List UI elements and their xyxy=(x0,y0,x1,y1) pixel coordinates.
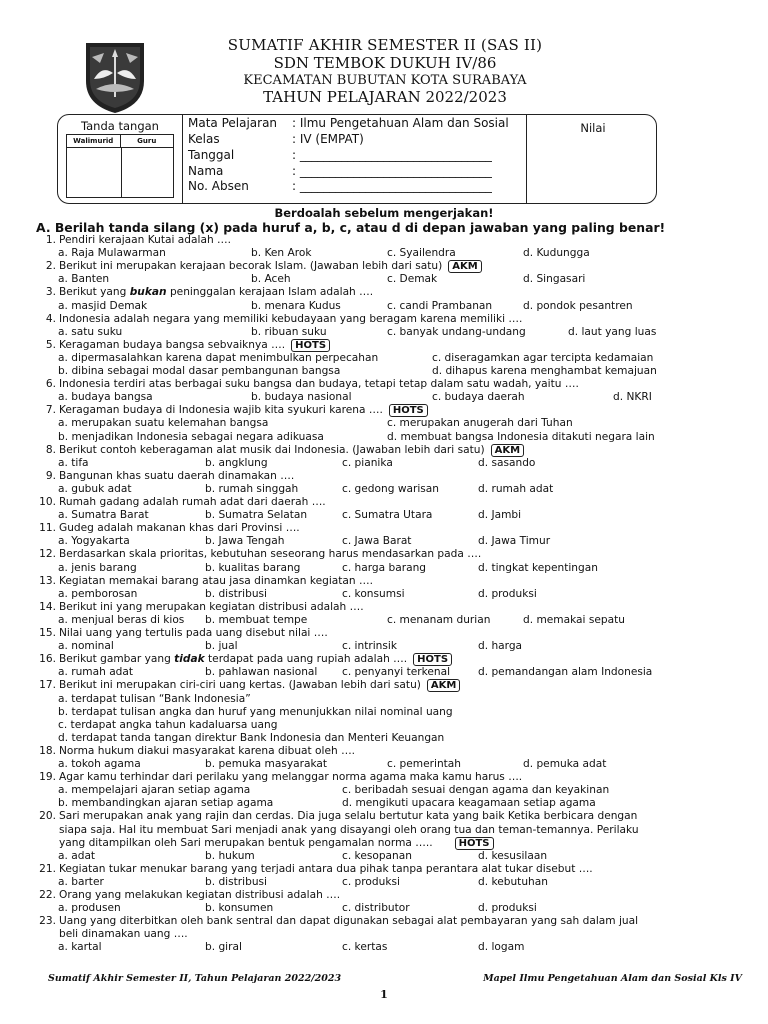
answer-option[interactable]: c. banyak undang-undang xyxy=(387,325,526,338)
answer-option[interactable]: b. membuat tempe xyxy=(205,613,308,626)
question-number: 2. xyxy=(45,260,56,273)
answer-option[interactable]: b. jual xyxy=(205,640,238,653)
answer-option[interactable]: d. kesusilaan xyxy=(478,849,548,862)
answer-option[interactable]: c. candi Prambanan xyxy=(387,299,493,312)
answer-option[interactable]: c. penyanyi terkenal xyxy=(342,666,451,679)
question-text: Kegiatan tukar menukar barang yang terjadi antara dua pihak tanpa perantara alat tukar disebut …. xyxy=(59,862,593,875)
question-text: Nilai uang yang tertulis pada uang disebut nilai …. xyxy=(59,627,328,639)
answer-option[interactable]: b. konsumen xyxy=(205,902,274,915)
question-number: 8. xyxy=(45,443,56,456)
answer-option[interactable]: c. konsumsi xyxy=(342,587,405,600)
answer-option[interactable]: a. menjual beras di kios xyxy=(58,613,185,626)
question-11 xyxy=(38,522,300,535)
answer-option[interactable]: b. pemuka masyarakat xyxy=(205,758,328,770)
signature-title: Tanda tangan xyxy=(81,119,159,133)
question-16 xyxy=(38,653,452,666)
question-number: 11. xyxy=(39,522,56,535)
question-number: 3. xyxy=(45,286,56,299)
academic-year: TAHUN PELAJARAN 2022/2023 xyxy=(263,88,507,106)
section-instruction: A. Berilah tanda silang (x) pada huruf a, b, c, atau d di depan jawaban yang paling benar! xyxy=(36,220,666,235)
question-type-badge: HOTS xyxy=(291,339,330,352)
answer-option[interactable]: c. Syailendra xyxy=(387,247,456,260)
divider xyxy=(182,115,183,203)
answer-option[interactable]: a. adat xyxy=(58,849,96,862)
answer-option[interactable]: c. distributor xyxy=(342,902,410,915)
signature-table xyxy=(66,134,174,198)
answer-option[interactable]: d. pemandangan alam Indonesia xyxy=(478,666,653,679)
answer-option[interactable]: b. Jawa Tengah xyxy=(205,535,285,548)
question-number: 23. xyxy=(39,915,56,928)
question-number: 19. xyxy=(39,771,56,784)
answer-option[interactable]: a. Yogyakarta xyxy=(58,535,130,548)
answer-option[interactable]: d. Singasari xyxy=(523,273,586,286)
question-text: Norma hukum diakui masyarakat karena dibuat oleh …. xyxy=(59,744,356,757)
answer-option[interactable]: c. Demak xyxy=(387,273,438,286)
answer-option[interactable]: a. kartal xyxy=(58,941,102,954)
question-number: 15. xyxy=(39,627,56,639)
answer-option[interactable]: a. satu suku xyxy=(58,325,123,338)
answer-option[interactable]: d. Jambi xyxy=(478,509,522,522)
answer-option[interactable]: b. angklung xyxy=(205,456,268,469)
question-number: 12. xyxy=(39,548,56,561)
question-continuation: beli dinamakan uang …. xyxy=(59,928,188,941)
question-number: 14. xyxy=(39,600,56,613)
answer-option[interactable]: a. terdapat tulisan “Bank Indonesia” xyxy=(58,692,251,705)
question-6 xyxy=(38,378,579,391)
answer-option[interactable]: b. kualitas barang xyxy=(205,561,301,574)
answer-option[interactable]: a. merupakan suatu kelemahan bangsa xyxy=(58,417,269,430)
question-type-badge: AKM xyxy=(491,444,524,457)
answer-option[interactable]: b. terdapat tulisan angka dan huruf yang menunjukkan nilai nominal uang xyxy=(58,705,453,718)
answer-option[interactable]: d. Jawa Timur xyxy=(478,535,551,548)
question-number: 13. xyxy=(39,574,56,587)
answer-option[interactable]: c. intrinsik xyxy=(342,640,397,653)
answer-option[interactable]: b. rumah singgah xyxy=(205,482,299,495)
answer-option[interactable]: c. harga barang xyxy=(342,561,427,574)
question-number: 6. xyxy=(45,378,56,391)
answer-option[interactable]: b. membandingkan ajaran setiap agama xyxy=(58,797,274,810)
question-text: Orang yang melakukan kegiatan distribusi adalah …. xyxy=(59,889,341,901)
footer-right: Mapel Ilmu Pengetahuan Alam dan Sosial Kls IV xyxy=(483,973,742,984)
answer-option[interactable]: a. dipermasalahkan karena dapat menimbulkan perpecahan xyxy=(58,351,379,364)
answer-option[interactable]: d. pemuka adat xyxy=(523,758,607,770)
answer-option[interactable]: b. Sumatra Selatan xyxy=(205,509,308,522)
question-text: Keragaman budaya bangsa sebvaiknya …. xyxy=(59,338,286,351)
answer-option[interactable]: a. nominal xyxy=(58,640,114,653)
question-number: 18. xyxy=(39,744,56,757)
answer-option[interactable]: b. Ken Arok xyxy=(251,247,312,260)
question-17 xyxy=(38,679,460,692)
question-7 xyxy=(38,404,428,417)
question-21 xyxy=(38,863,593,876)
question-text: Keragaman budaya di Indonesia wajib kita syukuri karena …. xyxy=(59,404,383,417)
question-number: 4. xyxy=(45,312,56,325)
answer-option[interactable]: c. gedong warisan xyxy=(342,482,439,495)
answer-option[interactable]: d. tingkat kepentingan xyxy=(478,561,598,574)
question-text: Berikut gambar yang xyxy=(59,653,175,666)
footer-left: Sumatif Akhir Semester II, Tahun Pelajaran 2022/2023 xyxy=(48,973,342,984)
question-text: Gudeg adalah makanan khas dari Provinsi …. xyxy=(59,522,300,535)
answer-option[interactable]: b. pahlawan nasional xyxy=(205,666,318,679)
question-18 xyxy=(38,745,355,758)
answer-option[interactable]: a. barter xyxy=(58,875,104,888)
answer-option[interactable]: d. memakai sepatu xyxy=(523,613,625,626)
student-info-box: Tanda tangan Walimurid Guru Mata Pelajaran : Ilmu Pengetahuan Alam dan Sosial Kelas : IV (EMPAT) Tanggal : ________________________________ Nama : ________________________________ No. Absen : ________________________________ Nilai xyxy=(57,114,657,204)
page-number: 1 xyxy=(380,988,388,1001)
answer-option[interactable]: d. produksi xyxy=(478,587,537,600)
question-text: Indonesia terdiri atas berbagai suku bangsa dan budaya, tetapi tetap dalam satu wadah, yaitu …. xyxy=(59,378,579,391)
answer-option[interactable]: b. menara Kudus xyxy=(251,299,341,312)
answer-option[interactable]: c. terdapat angka tahun kadaluarsa uang xyxy=(58,718,278,731)
answer-option[interactable]: d. sasando xyxy=(478,456,536,469)
answer-option[interactable]: c. merupakan anugerah dari Tuhan xyxy=(387,417,573,430)
answer-option[interactable]: a. produsen xyxy=(58,902,121,915)
answer-option[interactable]: c. menanam durian xyxy=(387,613,491,626)
question-text: Sari merupakan anak yang rajin dan cerdas. Dia juga selalu bertutur kata yang baik Ketika berbicara dengan xyxy=(59,810,638,823)
answer-option[interactable]: a. mempelajari ajaran setiap agama xyxy=(58,784,251,797)
question-number: 17. xyxy=(39,679,56,692)
question-type-badge: HOTS xyxy=(413,653,452,666)
answer-option[interactable]: d. harga xyxy=(478,640,523,653)
question-text: Indonesia adalah negara yang memiliki kebudayaan yang beragam karena memiliki …. xyxy=(59,312,523,325)
district-name: KECAMATAN BUBUTAN KOTA SURABAYA xyxy=(243,73,527,88)
question-type-badge: HOTS xyxy=(455,837,494,850)
answer-option[interactable]: d. logam xyxy=(478,941,525,954)
answer-option[interactable]: a. masjid Demak xyxy=(58,299,148,312)
question-12 xyxy=(38,548,481,561)
answer-option[interactable]: b. dibina sebagai modal dasar pembangunan bangsa xyxy=(58,365,341,377)
question-1 xyxy=(38,234,231,247)
question-9 xyxy=(38,470,294,483)
question-3 xyxy=(38,286,373,299)
question-19 xyxy=(38,771,522,784)
answer-option[interactable]: a. Sumatra Barat xyxy=(58,509,149,522)
question-type-badge: AKM xyxy=(448,260,481,273)
question-text: Uang yang diterbitkan oleh bank sentral dan dapat digunakan sebagai alat pembayaran yang sah dalam jual xyxy=(59,915,639,928)
answer-option[interactable]: c. kesopanan xyxy=(342,849,412,862)
question-number: 22. xyxy=(39,889,56,901)
answer-option[interactable]: d. rumah adat xyxy=(478,482,554,495)
question-23 xyxy=(38,915,638,928)
question-number: 9. xyxy=(45,469,56,482)
sig-col-teacher: Guru xyxy=(137,137,157,145)
question-text: Berikut ini yang merupakan kegiatan distribusi adalah …. xyxy=(59,600,364,613)
question-text-tail: terdapat pada uang rupiah adalah …. xyxy=(204,653,408,666)
answer-option[interactable]: c. kertas xyxy=(342,941,388,954)
question-number: 1. xyxy=(45,234,56,246)
answer-option[interactable]: d. NKRI xyxy=(613,391,652,404)
prayer-note: Berdoalah sebelum mengerjakan! xyxy=(274,206,494,220)
answer-option[interactable]: a. pemborosan xyxy=(58,587,138,600)
question-text: Kegiatan memakai barang atau jasa dinamkan kegiatan …. xyxy=(59,574,373,587)
score-label: Nilai xyxy=(580,121,606,135)
question-number: 10. xyxy=(39,496,56,508)
answer-option[interactable]: d. membuat bangsa Indonesia ditakuti negara lain xyxy=(387,430,655,443)
answer-option[interactable]: c. Sumatra Utara xyxy=(342,509,433,522)
question-text: Agar kamu terhindar dari perilaku yang melanggar norma agama maka kamu harus …. xyxy=(59,771,523,784)
answer-option[interactable]: b. ribuan suku xyxy=(251,325,327,338)
question-text: Berikut ini merupakan ciri-ciri uang kertas. (Jawaban lebih dari satu) xyxy=(59,679,421,692)
question-number: 7. xyxy=(45,404,56,417)
answer-option[interactable]: c. Jawa Barat xyxy=(342,535,412,548)
question-14 xyxy=(38,601,364,614)
answer-option[interactable]: b. budaya nasional xyxy=(251,391,352,404)
answer-option[interactable]: a. budaya bangsa xyxy=(58,391,153,404)
surabaya-crest-icon xyxy=(80,35,150,115)
answer-option[interactable]: b. hukum xyxy=(205,849,255,862)
question-continuation: yang ditampilkan oleh Sari merupakan bentuk pengamalan norma ….. HOTS xyxy=(59,837,494,850)
question-5 xyxy=(38,339,330,352)
sig-col-parent: Walimurid xyxy=(67,135,121,147)
question-text: Bangunan khas suatu daerah dinamakan …. xyxy=(59,469,295,482)
question-type-badge: HOTS xyxy=(389,404,428,417)
answer-option[interactable]: c. beribadah sesuai dengan agama dan keyakinan xyxy=(342,784,610,797)
question-type-badge: AKM xyxy=(427,679,460,692)
question-number: 16. xyxy=(39,653,56,666)
question-20 xyxy=(38,810,637,823)
answer-option[interactable]: d. produksi xyxy=(478,902,537,915)
question-15 xyxy=(38,627,328,640)
question-continuation: siapa saja. Hal itu membuat Sari menjadi anak yang disayangi oleh orang tua dan teman-temannya. Perilaku xyxy=(59,823,639,836)
question-text-tail: peninggalan kerajaan Islam adalah …. xyxy=(166,286,374,299)
question-text: Berikut contoh keberagaman alat musik dai Indonesia. (Jawaban lebih dari satu) xyxy=(59,443,485,456)
question-text: Pendiri kerajaan Kutai adalah …. xyxy=(59,234,231,246)
answer-option[interactable]: b. distribusi xyxy=(205,587,268,600)
answer-option[interactable]: a. jenis barang xyxy=(58,561,137,574)
question-number: 5. xyxy=(45,338,56,351)
question-emphasis: tidak xyxy=(174,653,205,666)
answer-option[interactable]: a. Banten xyxy=(58,273,110,286)
question-text: Berikut yang xyxy=(59,286,130,299)
answer-option[interactable]: d. pondok pesantren xyxy=(523,299,633,312)
school-name: SDN TEMBOK DUKUH IV/86 xyxy=(273,54,497,72)
answer-option[interactable]: b. distribusi xyxy=(205,875,268,888)
answer-option[interactable]: a. tifa xyxy=(58,456,89,469)
answer-option[interactable]: d. laut yang luas xyxy=(568,325,657,338)
answer-option[interactable]: c. budaya daerah xyxy=(432,391,525,404)
answer-option[interactable]: a. gubuk adat xyxy=(58,482,132,495)
school-header-title: SUMATIF AKHIR SEMESTER II (SAS II) xyxy=(227,36,543,54)
answer-option[interactable]: a. Raja Mulawarman xyxy=(58,247,166,260)
answer-option[interactable]: d. terdapat tanda tangan direktur Bank Indonesia dan Menteri Keuangan xyxy=(58,731,445,744)
question-number: 20. xyxy=(39,810,56,823)
question-text: Rumah gadang adalah rumah adat dari daerah …. xyxy=(59,496,326,508)
answer-option[interactable]: d. kebutuhan xyxy=(478,875,548,888)
answer-option[interactable]: d. Kudungga xyxy=(523,247,590,260)
answer-option[interactable]: c. pemerintah xyxy=(387,758,462,770)
question-text: Berdasarkan skala prioritas, kebutuhan seseorang harus mendasarkan pada …. xyxy=(59,548,482,561)
answer-option[interactable]: c. pianika xyxy=(342,456,393,469)
question-text: Berikut ini merupakan kerajaan becorak Islam. (Jawaban lebih dari satu) xyxy=(59,260,443,273)
question-4 xyxy=(38,313,522,326)
answer-option[interactable]: b. giral xyxy=(205,941,242,954)
answer-option[interactable]: b. Aceh xyxy=(251,273,291,286)
answer-option[interactable]: d. dihapus karena menghambat kemajuan xyxy=(432,365,657,377)
question-number: 21. xyxy=(39,862,56,875)
answer-option[interactable]: b. menjadikan Indonesia sebagai negara adikuasa xyxy=(58,430,324,443)
divider xyxy=(526,115,527,203)
answer-option[interactable]: c. produksi xyxy=(342,875,400,888)
answer-option[interactable]: c. diseragamkan agar tercipta kedamaian xyxy=(432,351,654,364)
question-13 xyxy=(38,575,373,588)
answer-option[interactable]: a. tokoh agama xyxy=(58,758,141,770)
answer-option[interactable]: a. rumah adat xyxy=(58,666,134,679)
question-emphasis: bukan xyxy=(129,286,167,299)
answer-option[interactable]: d. mengikuti upacara keagamaan setiap agama xyxy=(342,797,596,810)
question-10 xyxy=(38,496,326,509)
question-8 xyxy=(38,444,524,457)
question-2 xyxy=(38,260,482,273)
question-22 xyxy=(38,889,340,902)
